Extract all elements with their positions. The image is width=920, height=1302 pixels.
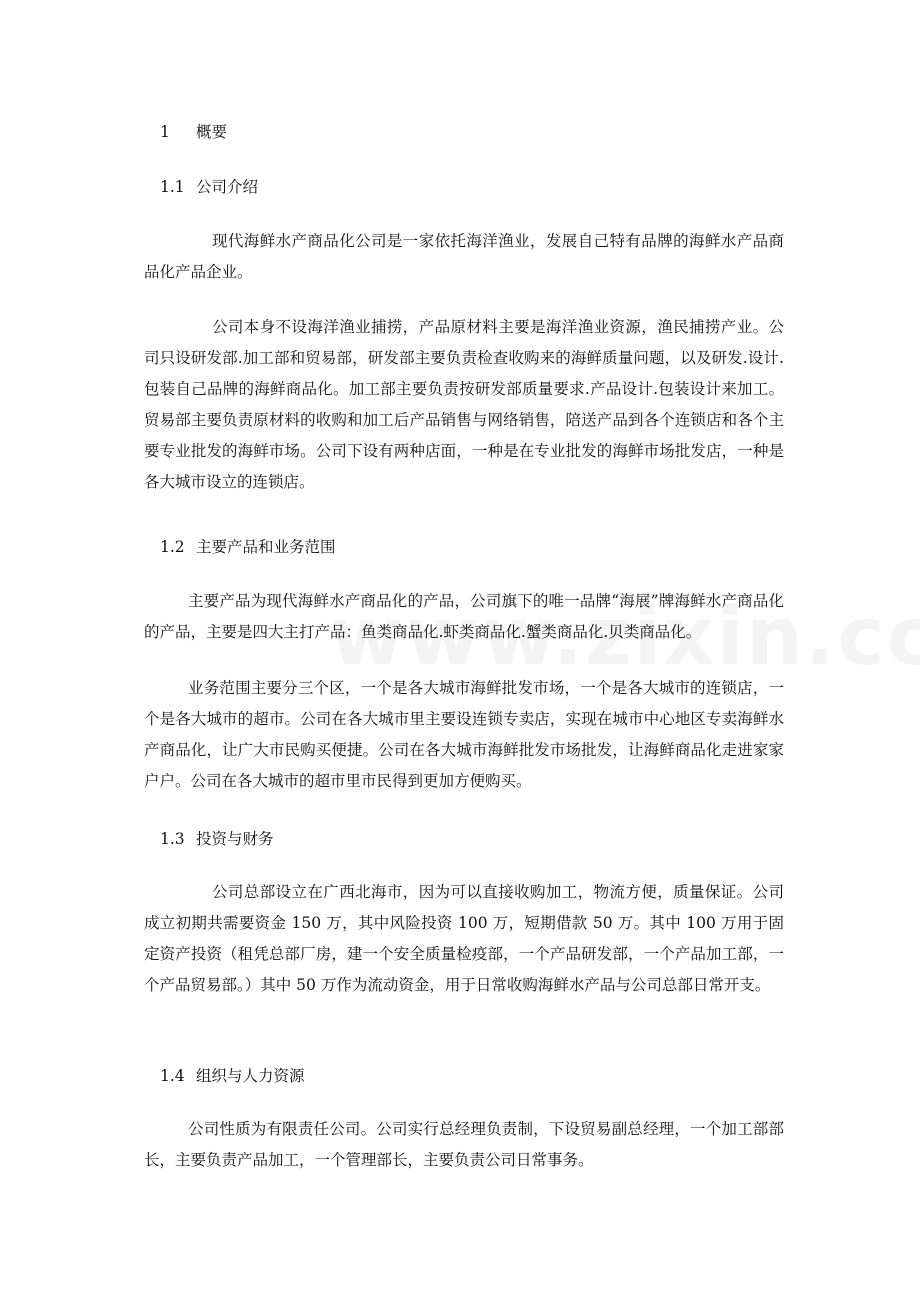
section-number: 1.3 bbox=[160, 830, 185, 848]
section-number: 1.1 bbox=[160, 178, 185, 196]
paragraph-company-structure: 公司本身不设海洋渔业捕捞，产品原材料主要是海洋渔业资源，渔民捕捞产业。公司只设研发部.加工部和贸易部，研发部主要负责检查收购来的海鲜质量问题，以及研发.设计.包装自己品牌的海鲜商品化。加工部主要负责按研发部质量要求.产品设计.包装设计来加工。贸易部主要负责原材料的收购和加工后产品销售与网络销售，陪送产品到各个连锁店和各个主要专业批发的海鲜市场。公司下设有两种店面，一种是在专业批发的海鲜市场批发店，一种是各大城市设立的连锁店。 bbox=[144, 318, 784, 491]
paragraph-company-intro: 现代海鲜水产商品化公司是一家依托海洋渔业，发展自己特有品牌的海鲜水产品商品化产品企业。 bbox=[144, 232, 784, 281]
section-heading-1-4 bbox=[160, 1066, 305, 1086]
paragraph-business-scope: 业务范围主要分三个区，一个是各大城市海鲜批发市场，一个是各大城市的连锁店，一个是各大城市的超市。公司在各大城市里主要设连锁专卖店，实现在城市中心地区专卖海鲜水产商品化，让广大市民购买便捷。公司在各大城市海鲜批发市场批发，让海鲜商品化走进家家户户。公司在各大城市的超市里市民得到更加方便购买。 bbox=[144, 679, 784, 790]
section-heading-1-1 bbox=[160, 177, 258, 197]
paragraph-organization: 公司性质为有限责任公司。公司实行总经理负责制，下设贸易副总经理，一个加工部部长，主要负责产品加工，一个管理部长，主要负责公司日常事务。 bbox=[144, 1120, 784, 1169]
section-heading-1-3 bbox=[160, 829, 274, 849]
section-heading-1-2 bbox=[160, 537, 336, 557]
section-heading-1 bbox=[160, 122, 227, 142]
section-number: 1.4 bbox=[160, 1067, 185, 1085]
section-title: 概要 bbox=[196, 123, 228, 141]
section-title: 公司介绍 bbox=[196, 178, 259, 196]
section-number: 1 bbox=[160, 123, 170, 141]
paragraph-investment-finance: 公司总部设立在广西北海市，因为可以直接收购加工，物流方便，质量保证。公司成立初期共需要资金 150 万，其中风险投资 100 万，短期借款 50 万。其中 100 万用于固定资产投资（租凭总部厂房，建一个安全质量检疫部，一个产品研发部，一个产品加工部，一个产品贸易部。）其中 50 万作为流动资金，用于日常收购海鲜水产品与公司总部日常开支。 bbox=[144, 883, 784, 994]
section-number: 1.2 bbox=[160, 538, 185, 556]
paragraph-main-products: 主要产品为现代海鲜水产商品化的产品，公司旗下的唯一品牌“海展”牌海鲜水产商品化的产品，主要是四大主打产品：鱼类商品化.虾类商品化.蟹类商品化.贝类商品化。 bbox=[144, 592, 784, 641]
section-title: 组织与人力资源 bbox=[196, 1067, 305, 1085]
section-title: 投资与财务 bbox=[196, 830, 274, 848]
section-title: 主要产品和业务范围 bbox=[196, 538, 336, 556]
